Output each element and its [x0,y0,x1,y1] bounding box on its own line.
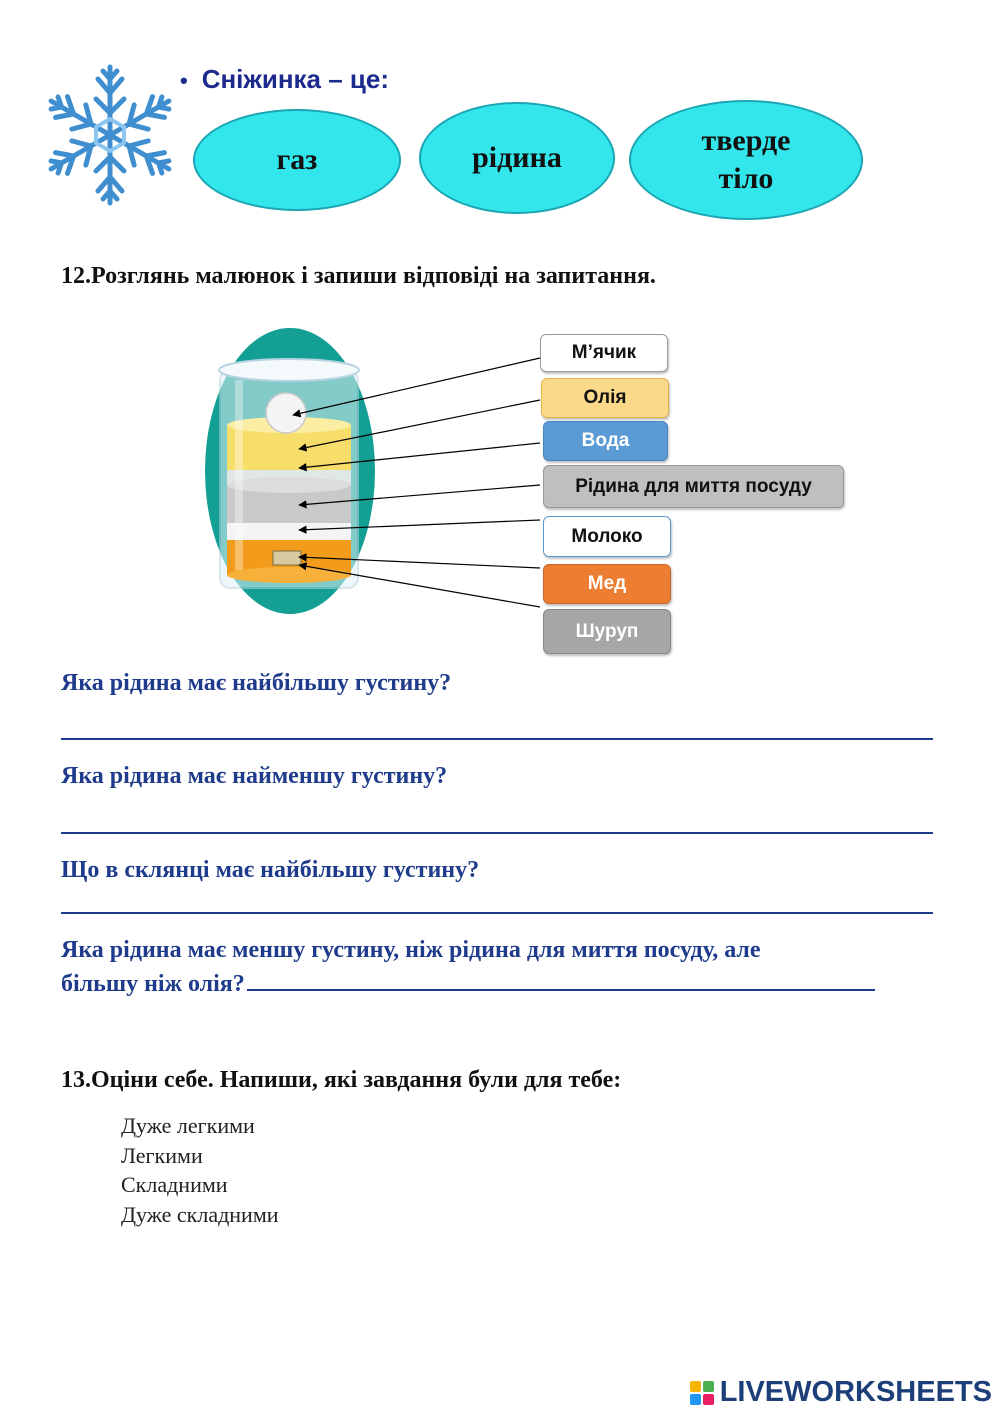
question-between-line1: Яка рідина має меншу густину, ніж рідина для миття посуду, але [61,937,761,963]
rating-easy[interactable]: Легкими [121,1142,203,1168]
liveworksheets-logo-text: LIVEWORKSHEETS [719,1376,992,1408]
snowflake-icon [40,60,180,210]
rating-very-easy[interactable]: Дуже легкими [121,1113,255,1138]
label-water: Вода [543,421,668,461]
task-12-title: 12.Розглянь малюнок і запиши відповіді на запитання. [61,263,656,289]
answer-line-1[interactable] [61,738,933,740]
option-solid-button[interactable]: тверде тіло [629,100,863,220]
task-13-title: 13.Оціни себе. Напиши, які завдання були для тебе: [61,1067,622,1093]
option-gas-button[interactable]: газ [193,109,401,211]
liveworksheets-logo-icon [690,1381,714,1405]
label-honey: Мед [543,564,671,604]
rating-hard[interactable]: Складними [121,1172,228,1197]
answer-line-2[interactable] [61,832,933,834]
rating-very-hard[interactable]: Дуже складними [121,1201,279,1227]
label-milk: Молоко [543,516,671,557]
screw [273,551,301,565]
label-screw: Шуруп [543,609,671,654]
question-between-density [61,933,875,1001]
snowflake-question-text: Сніжинка – це: [201,64,390,94]
self-rating-list [121,1111,279,1229]
label-oil: Олія [541,378,669,418]
option-liquid-button[interactable]: рідина [419,102,615,214]
answer-line-3[interactable] [61,912,933,914]
liveworksheets-logo [690,1376,992,1409]
milk-layer [227,523,351,540]
question-highest-density-liquid: Яка рідина має найбільшу густину? [61,670,452,696]
question-lowest-density-liquid: Яка рідина має найменшу густину? [61,763,448,789]
question-between-line2: більшу ніж олія? [61,971,245,997]
label-dish-soap: Рідина для миття посуду [543,465,844,508]
snowflake-question [180,64,389,95]
question-highest-density-in-glass: Що в склянці має найбільшу густину? [61,857,480,883]
bullet-dot: • [180,68,188,93]
answer-line-4[interactable] [247,967,875,991]
label-ball: М’ячик [540,334,668,372]
